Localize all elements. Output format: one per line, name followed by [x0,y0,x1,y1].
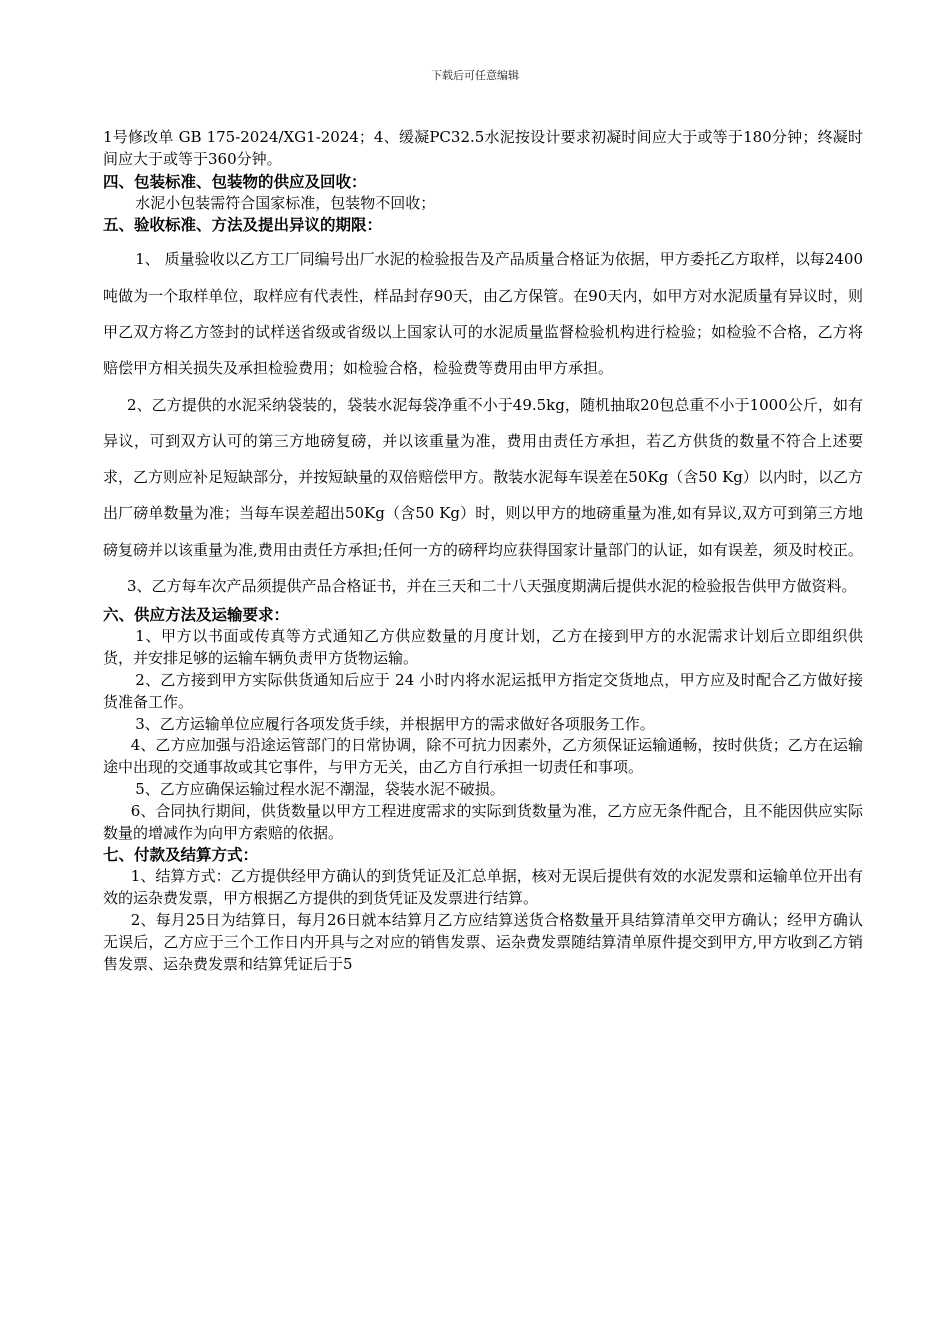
section-6-heading: 六、供应方法及运输要求： [103,606,290,625]
section-7-paragraph-2: 2、每月25日为结算日，每月26日就本结算月乙方应结算送货合格数量开具结算清单交甲方确认；经甲方确认无误后，乙方应于三个工作日内开具与之对应的销售发票、运杂费发票随结算清单原件提交到甲方,甲方收到乙方销售发票、运杂费发票和结算凭证后于5 [103,910,863,973]
section-6-paragraph-4: 4、乙方应加强与沿途运管部门的日常协调，除不可抗力因素外，乙方须保证运输通畅，按时供货；乙方在运输途中出现的交通事故或其它事件，与甲方无关，由乙方自行承担一切责任和事项。 [103,736,863,777]
intro-paragraph: 1号修改单 GB 175-2024/XG1-2024；4、缓凝PC32.5水泥按设计要求初凝时间应大于或等于180分钟；终凝时间应大于或等于360分钟。 [103,128,863,168]
section-5-paragraph-2: 2、乙方提供的水泥采纳袋装的，袋装水泥每袋净重不小于49.5kg，随机抽取20包总重不小于1000公斤，如有异议，可到双方认可的第三方地磅复磅，并以该重量为准，费用由责任方承担，若乙方供货的数量不符合上述要求，乙方则应补足短缺部分，并按短缺量的双倍赔偿甲方。散装水泥每车误差在50Kg（含50 Kg）以内时，以乙方出厂磅单数量为准；当每车误差超出50Kg（含50 Kg）时，则以甲方的地磅重量为准,如有异议,双方可到第三方地磅复磅并以该重量为准,费用由责任方承担;任何一方的磅秤均应获得国家计量部门的认证，如有误差，须及时校正。 [103,395,863,559]
section-5-heading: 五、验收标准、方法及提出异议的期限： [103,216,383,235]
section-7-paragraph-1: 1、结算方式：乙方提供经甲方确认的到货凭证及汇总单据，核对无误后提供有效的水泥发票和运输单位开出有效的运杂费发票，甲方根据乙方提供的到货凭证及发票进行结算。 [103,867,863,908]
section-4-heading: 四、包装标准、包装物的供应及回收： [103,172,367,191]
section-6-paragraph-2: 2、乙方接到甲方实际供货通知后应于 24 小时内将水泥运抵甲方指定交货地点，甲方应及时配合乙方做好接货准备工作。 [103,670,863,711]
document-body [103,127,863,975]
section-5-paragraph-3: 3、乙方每车次产品须提供产品合格证书，并在三天和二十八天强度期满后提供水泥的检验报告供甲方做资料。 [127,577,857,596]
section-6-paragraph-1: 1、甲方以书面或传真等方式通知乙方供应数量的月度计划，乙方在接到甲方的水泥需求计划后立即组织供货，并安排足够的运输车辆负责甲方货物运输。 [103,627,863,668]
page-header: 下载后可任意编辑 [431,69,519,82]
section-6-paragraph-6: 6、合同执行期间，供货数量以甲方工程进度需求的实际到货数量为准，乙方应无条件配合，且不能因供应实际数量的增减作为向甲方索赔的依据。 [103,801,863,842]
section-7-heading: 七、付款及结算方式： [103,846,259,865]
section-6-paragraph-5: 5、乙方应确保运输过程水泥不潮湿，袋装水泥不破损。 [135,779,505,798]
section-6-paragraph-3: 3、乙方运输单位应履行各项发货手续，并根据甲方的需求做好各项服务工作。 [135,714,655,733]
section-5-paragraph-1: 1、 质量验收以乙方工厂同编号出厂水泥的检验报告及产品质量合格证为依据，甲方委托乙方取样，以每2400吨做为一个取样单位，取样应有代表性，样品封存90天，由乙方保管。在90天内，如甲方对水泥质量有异议时，则甲乙双方将乙方签封的试样送省级或省级以上国家认可的水泥质量监督检验机构进行检验；如检验不合格，乙方将赔偿甲方相关损失及承担检验费用；如检验合格，检验费等费用由甲方承担。 [103,250,863,378]
section-4-paragraph-1: 水泥小包装需符合国家标准，包装物不回收； [135,193,436,212]
